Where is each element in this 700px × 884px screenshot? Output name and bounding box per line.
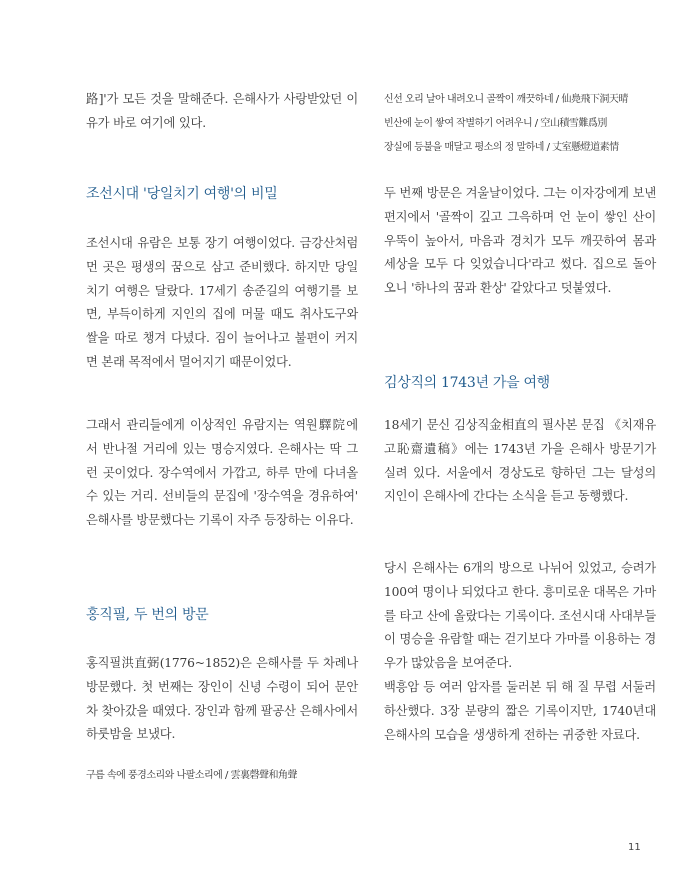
page-number: 11 (628, 842, 641, 853)
paragraph: 백흥암 등 여러 암자를 둘러본 뒤 해 질 무렵 서둘러 하산했다. 3장 분량의 짧은 기록이지만, 1740년대 은해사의 모습을 생생하게 전하는 귀중한 자료다. (384, 680, 656, 742)
poem-line: 장실에 등불을 매달고 평소의 정 말하네 / 丈室懸燈道素情 (384, 142, 619, 153)
section-heading: 홍직필, 두 번의 방문 (86, 607, 209, 623)
paragraph: 두 번째 방문은 겨울날이었다. 그는 이자강에게 보낸 편지에서 '골짝이 깊고 그윽하며 언 눈이 쌓인 산이 우뚝이 높아서, 마음과 경치가 모두 깨끗하여 몸과 세상을 모두 다 잊었습니다'라고 썼다. 집으로 돌아오니 '하나의 꿈과 환상' 같았다고 덧붙였다. (384, 186, 656, 296)
paragraph: 그래서 관리들에게 이상적인 유람지는 역원驛院에서 반나절 거리에 있는 명승지였다. 은해사는 딱 그런 곳이었다. 장수역에서 가깝고, 하루 만에 다녀올 수 있는 거리. 선비들의 문집에 '장수역을 경유하여' 은해사를 방문했다는 기록이 자주 등장하는 이유다. (86, 418, 358, 528)
poem-line: 신선 오리 날아 내려오니 골짝이 깨끗하네 / 仙鳧飛下洞天晴 (384, 94, 628, 105)
poem-line: 빈산에 눈이 쌓여 작별하기 어려우니 / 空山積雪難爲別 (384, 118, 607, 129)
paragraph: 조선시대 유람은 보통 장기 여행이었다. 금강산처럼 먼 곳은 평생의 꿈으로 삼고 준비했다. 하지만 당일치기 여행은 달랐다. 17세기 송준길의 여행기를 보면, 부득이하게 지인의 집에 머물 때도 취사도구와 쌀을 따로 챙겨 다녔다. 짐이 늘어나고 불편이 커지면 본래 목적에서 멀어지기 때문이었다. (86, 236, 358, 369)
section-heading: 조선시대 '당일치기 여행'의 비밀 (86, 186, 278, 202)
paragraph: 路]'가 모든 것을 말해준다. 은해사가 사랑받았던 이유가 바로 여기에 있다. (86, 92, 358, 130)
poem-line: 구름 속에 풍경소리와 나팔소리에 / 雲裏磬聲和角聲 (86, 770, 298, 781)
paragraph: 홍직필洪直弼(1776~1852)은 은해사를 두 차례나 방문했다. 첫 번째는 장인이 신녕 수령이 되어 문안차 찾아갔을 때였다. 장인과 함께 팔공산 은해사에서 하룻밤을 보냈다. (86, 656, 358, 742)
paragraph: 18세기 문신 김상직金相直의 필사본 문집 《치재유고恥齋遺稿》에는 1743년 가을 은해사 방문기가 실려 있다. 서울에서 경상도로 향하던 그는 달성의 지인이 은해사에 간다는 소식을 듣고 동행했다. (384, 418, 656, 504)
section-heading: 김상직의 1743년 가을 여행 (384, 375, 550, 391)
paragraph: 당시 은해사는 6개의 방으로 나뉘어 있었고, 승려가 100여 명이나 되었다고 한다. 흥미로운 대목은 가마를 타고 산에 올랐다는 기록이다. 조선시대 사대부들이 명승을 유람할 때는 걷기보다 가마를 이용하는 경우가 많았음을 보여준다. (384, 561, 656, 671)
